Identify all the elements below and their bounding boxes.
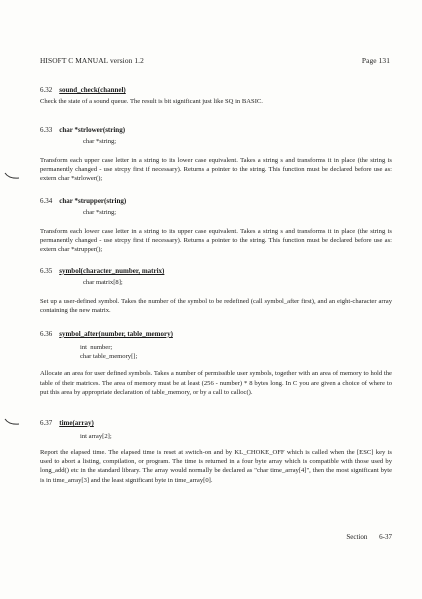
- section-title: char *strlower(string): [59, 126, 126, 134]
- section-number: 6.37: [40, 419, 53, 427]
- section-heading: [40, 267, 392, 275]
- section-description: Check the state of a sound queue. The result is bit significant just like SQ in BASIC.: [40, 98, 263, 105]
- section-strupper: [40, 197, 392, 255]
- declaration-line: int array[2];: [80, 433, 112, 440]
- section-heading: [40, 197, 392, 205]
- section-number: 6.36: [40, 330, 53, 338]
- section-number: 6.34: [40, 197, 53, 205]
- declaration-line: char matrix[8];: [83, 279, 123, 286]
- footer-page-number: 6-37: [379, 533, 392, 541]
- section-number: 6.33: [40, 126, 53, 134]
- section-heading: [40, 330, 392, 338]
- section-description: Allocate an area for user defined symbols. Takes a number of permissible user symbols, together with an area of memory to hold the table of their matrices. The area of memory must be at least (256 - number) * 8 bytes long. In C you are given a choice of where to put this area by appropriate declaration of table_memory, or by a call to calloc().: [40, 370, 392, 396]
- section-description: Report the elapsed time. The elapsed time is reset at switch-on and by KL_CHOKE_OFF which is called when the [ESC] key is used to abort a listing, compilation, or program. The time is returned in a four byte array which is compatible with those used by long_add() etc in the standard library. The array would normally be declared as "char time_array[4]", then the most significant byte is in time_array[3] and the least significant byte in time_array[0].: [40, 448, 392, 484]
- declaration-line: char *string;: [83, 138, 117, 145]
- section-heading: [40, 126, 392, 134]
- section-sound-check: [40, 86, 392, 106]
- section-description: Set up a user-defined symbol. Takes the number of the symbol to be redefined (call symbol_after first), and an eight-character array containing the new matrix.: [40, 297, 392, 314]
- manual-title: HISOFT C MANUAL version 1.2: [40, 56, 144, 65]
- section-strlower: [40, 126, 392, 184]
- section-title: symbol_after(number, table_memory): [59, 330, 173, 338]
- section-description: Transform each lower case letter in a string to its upper case equivalent. Takes a string s and transforms it in place (the string is permanently changed - use strcpy first if necessary). Returns a pointer to the string. This function must be declared before use as: extern char *strupper();: [40, 227, 392, 254]
- section-title: char *strupper(string): [59, 197, 127, 205]
- declaration-line: char table_memory[];: [80, 352, 138, 360]
- section-symbol: [40, 267, 392, 315]
- section-title: sound_check(channel): [59, 86, 126, 94]
- declaration-line: char *string;: [83, 209, 117, 216]
- section-title: time(array): [59, 419, 94, 427]
- section-description: Transform each upper case letter in a string to its lower case equivalent. Takes a string s and transforms it in place (the string is permanently changed - use strcpy first if necessary). Returns a pointer to the string. This function must be declared before use as: extern char *strlower();: [40, 156, 392, 183]
- margin-tick-mark: [4, 418, 20, 426]
- page-header: [40, 56, 390, 65]
- declaration-line: int number;: [80, 344, 113, 351]
- margin-tick-mark: [4, 172, 20, 180]
- section-time: [40, 419, 392, 485]
- page-number: Page 131: [361, 56, 390, 65]
- section-heading: [40, 419, 392, 427]
- section-number: 6.32: [40, 86, 53, 94]
- page-footer: [346, 533, 392, 541]
- section-heading: [40, 86, 392, 94]
- section-symbol-after: [40, 330, 392, 397]
- footer-section-label: Section: [346, 533, 368, 541]
- section-title: symbol(character_number, matrix): [59, 267, 165, 275]
- section-number: 6.35: [40, 267, 53, 275]
